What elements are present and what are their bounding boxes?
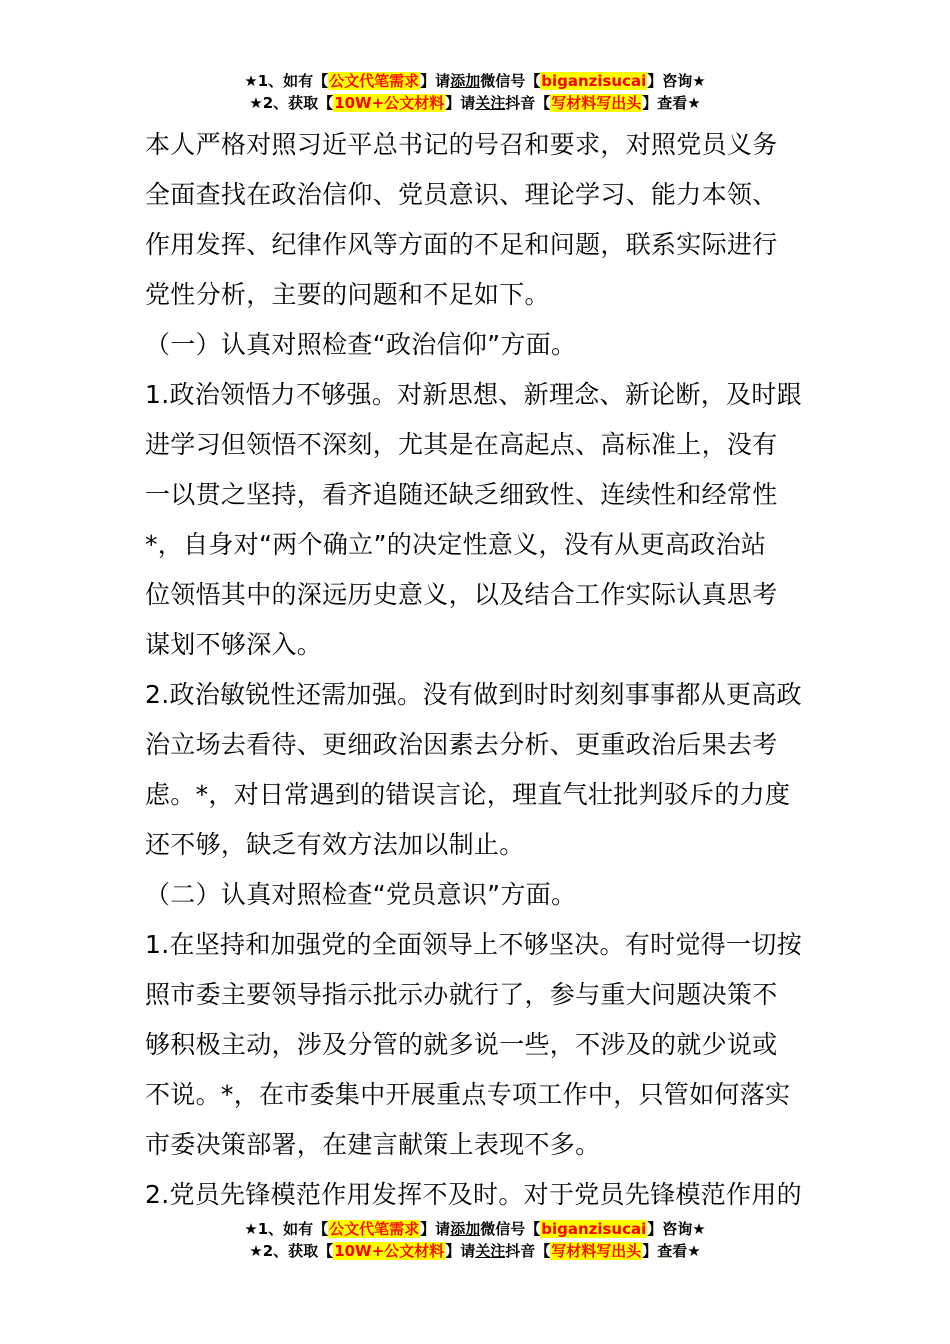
footer-banner — [0, 1218, 950, 1262]
highlight-douyin: 写材料写出头 — [551, 94, 642, 112]
footer-line-1: ★1、如有【公文代笔需求】请添加微信号【biganzisucai】咨询★ — [244, 1220, 706, 1238]
footer-line-2: ★2、获取【10W+公文材料】请关注抖音【写材料写出头】查看★ — [249, 1242, 701, 1260]
document-body — [145, 120, 810, 1220]
banner-line-2: ★2、获取【10W+公文材料】请关注抖音【写材料写出头】查看★ — [249, 94, 701, 112]
highlight-service: 公文代笔需求 — [329, 72, 420, 90]
paragraph-1-1: 1.政治领悟力不够强。对新思想、新理念、新论断，及时跟 进学习但领悟不深刻，尤其是在高起点、高标准上，没有 一以贯之坚持，看齐追随还缺乏细致性、连续性和经常性 *，自身对“两个确立”的决定性意义，没有从更高政治站 位领悟其中的深远历史意义，以及结合工作实际认真思考 谋划不够深入。 — [145, 380, 802, 659]
paragraph-2-1: 1.在坚持和加强党的全面领导上不够坚决。有时觉得一切按 照市委主要领导指示批示办就行了，参与重大问题决策不 够积极主动，涉及分管的就多说一些，不涉及的就少说或 不说。*，在市委集中开展重点专项工作中，只管如何落实 市委决策部署，在建言献策上表现不多。 — [145, 930, 802, 1159]
banner-line-1: ★1、如有【公文代笔需求】请添加微信号【biganzisucai】咨询★ — [244, 72, 706, 90]
paragraph-1-2: 2.政治敏锐性还需加强。没有做到时时刻刻事事都从更高政 治立场去看待、更细政治因素去分析、更重政治后果去考 虑。*，对日常遇到的错误言论，理直气壮批判驳斥的力度 还不够，缺乏有效方法加以制止。 — [145, 680, 802, 859]
section-heading-1: （一）认真对照检查“政治信仰”方面。 — [145, 330, 577, 359]
paragraph-2-2: 2.党员先锋模范作用发挥不及时。对于党员先锋模范作用的 — [145, 1180, 802, 1209]
section-heading-2: （二）认真对照检查“党员意识”方面。 — [145, 880, 577, 909]
header-banner — [0, 70, 950, 114]
highlight-wechat-id: biganzisucai — [541, 72, 647, 90]
highlight-materials: 10W+公文材料 — [334, 94, 445, 112]
paragraph-intro: 本人严格对照习近平总书记的号召和要求，对照党员义务 全面查找在政治信仰、党员意识、理论学习、能力本领、 作用发挥、纪律作风等方面的不足和问题，联系实际进行 党性分析，主要的问题和不足如下。 — [145, 130, 778, 309]
